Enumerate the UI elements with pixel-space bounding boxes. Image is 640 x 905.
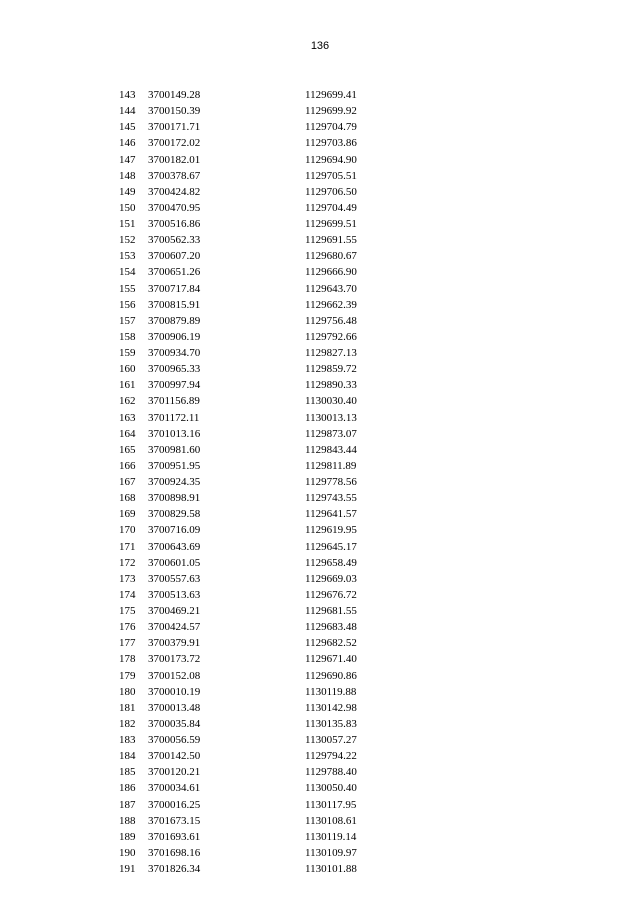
point-number: 187 — [119, 798, 136, 811]
point-number: 170 — [119, 524, 136, 537]
point-number: 183 — [119, 734, 136, 746]
point-number: 178 — [119, 653, 136, 666]
point-number: 144 — [119, 105, 136, 118]
y-coordinate: 1129682.52 — [305, 637, 357, 650]
y-coordinate: 1130135.83 — [305, 717, 357, 730]
table-row — [0, 829, 640, 845]
y-coordinate: 1129680.67 — [305, 250, 357, 263]
y-coordinate: 1130117.95 — [305, 798, 357, 811]
point-number: 184 — [119, 750, 136, 763]
y-coordinate: 1129619.95 — [305, 524, 357, 537]
y-coordinate: 1129827.13 — [305, 347, 357, 359]
table-row — [0, 506, 640, 522]
x-coordinate: 3700829.58 — [148, 508, 201, 521]
point-number: 185 — [119, 766, 136, 779]
table-row — [0, 668, 640, 684]
x-coordinate: 3700951.95 — [148, 459, 201, 472]
y-coordinate: 1130057.27 — [305, 734, 357, 746]
table-row — [0, 345, 640, 361]
table-row — [0, 410, 640, 426]
point-number: 189 — [119, 830, 136, 843]
y-coordinate: 1129699.51 — [305, 218, 357, 230]
point-number: 159 — [119, 347, 136, 359]
x-coordinate: 3700149.28 — [148, 89, 201, 101]
table-row — [0, 522, 640, 538]
table-row — [0, 119, 640, 135]
x-coordinate: 3700879.89 — [148, 314, 201, 327]
table-row — [0, 442, 640, 458]
x-coordinate: 3701698.16 — [148, 846, 201, 859]
point-number: 179 — [119, 669, 136, 682]
point-number: 160 — [119, 363, 136, 376]
x-coordinate: 3700557.63 — [148, 572, 201, 585]
x-coordinate: 3700924.35 — [148, 476, 201, 488]
x-coordinate: 3700379.91 — [148, 637, 201, 650]
y-coordinate: 1129705.51 — [305, 169, 357, 182]
point-number: 164 — [119, 427, 136, 440]
table-row — [0, 619, 640, 635]
point-number: 180 — [119, 685, 136, 698]
x-coordinate: 3700981.60 — [148, 443, 201, 456]
x-coordinate: 3700152.08 — [148, 669, 201, 682]
point-number: 154 — [119, 266, 136, 279]
x-coordinate: 3700651.26 — [148, 266, 201, 279]
point-number: 148 — [119, 169, 136, 182]
x-coordinate: 3700716.09 — [148, 524, 201, 537]
y-coordinate: 1129743.55 — [305, 492, 357, 505]
y-coordinate: 1129706.50 — [305, 185, 357, 198]
y-coordinate: 1130050.40 — [305, 782, 357, 795]
point-number: 158 — [119, 330, 136, 343]
x-coordinate: 3701172.11 — [148, 411, 200, 424]
table-row — [0, 748, 640, 764]
table-row — [0, 474, 640, 490]
table-row — [0, 103, 640, 119]
y-coordinate: 1130101.88 — [305, 863, 357, 875]
point-number: 156 — [119, 298, 136, 311]
x-coordinate: 3700142.50 — [148, 750, 201, 763]
x-coordinate: 3700120.21 — [148, 766, 201, 779]
x-coordinate: 3700815.91 — [148, 298, 201, 311]
x-coordinate: 3700516.86 — [148, 218, 201, 230]
y-coordinate: 1130108.61 — [305, 814, 357, 827]
point-number: 162 — [119, 395, 136, 408]
y-coordinate: 1129788.40 — [305, 766, 357, 779]
point-number: 177 — [119, 637, 136, 650]
y-coordinate: 1129843.44 — [305, 443, 357, 456]
y-coordinate: 1129704.79 — [305, 121, 357, 134]
table-row — [0, 490, 640, 506]
point-number: 174 — [119, 588, 136, 601]
x-coordinate: 3701693.61 — [148, 830, 201, 843]
x-coordinate: 3700470.95 — [148, 201, 201, 214]
x-coordinate: 3700934.70 — [148, 347, 201, 359]
y-coordinate: 1129792.66 — [305, 330, 357, 343]
point-number: 175 — [119, 605, 136, 617]
x-coordinate: 3700424.82 — [148, 185, 201, 198]
table-row — [0, 168, 640, 184]
table-row — [0, 458, 640, 474]
table-row — [0, 87, 640, 103]
x-coordinate: 3700997.94 — [148, 379, 201, 392]
y-coordinate: 1129681.55 — [305, 605, 357, 617]
point-number: 171 — [119, 540, 136, 553]
table-row — [0, 764, 640, 780]
y-coordinate: 1129756.48 — [305, 314, 357, 327]
table-row — [0, 393, 640, 409]
point-number: 143 — [119, 89, 136, 101]
point-number: 166 — [119, 459, 136, 472]
table-row — [0, 716, 640, 732]
table-row — [0, 603, 640, 619]
y-coordinate: 1129671.40 — [305, 653, 357, 666]
x-coordinate: 3700016.25 — [148, 798, 201, 811]
point-number: 191 — [119, 863, 136, 875]
point-number: 146 — [119, 137, 136, 150]
x-coordinate: 3700150.39 — [148, 105, 201, 118]
point-number: 152 — [119, 234, 136, 247]
x-coordinate: 3701013.16 — [148, 427, 201, 440]
y-coordinate: 1129676.72 — [305, 588, 357, 601]
page-number: 136 — [310, 40, 330, 52]
x-coordinate: 3700424.57 — [148, 621, 201, 634]
x-coordinate: 3700601.05 — [148, 556, 201, 569]
table-row — [0, 264, 640, 280]
point-number: 181 — [119, 701, 136, 714]
x-coordinate: 3700182.01 — [148, 153, 201, 166]
x-coordinate: 3700643.69 — [148, 540, 201, 553]
y-coordinate: 1129859.72 — [305, 363, 357, 376]
y-coordinate: 1129794.22 — [305, 750, 357, 763]
point-number: 153 — [119, 250, 136, 263]
table-row — [0, 684, 640, 700]
point-number: 151 — [119, 218, 136, 230]
y-coordinate: 1129699.41 — [305, 89, 357, 101]
point-number: 186 — [119, 782, 136, 795]
point-number: 149 — [119, 185, 136, 198]
y-coordinate: 1129666.90 — [305, 266, 357, 279]
y-coordinate: 1129704.49 — [305, 201, 357, 214]
x-coordinate: 3700010.19 — [148, 685, 201, 698]
table-row — [0, 377, 640, 393]
table-row — [0, 555, 640, 571]
y-coordinate: 1130109.97 — [305, 846, 357, 859]
point-number: 147 — [119, 153, 136, 166]
x-coordinate: 3700562.33 — [148, 234, 201, 247]
point-number: 182 — [119, 717, 136, 730]
point-number: 169 — [119, 508, 136, 521]
table-row — [0, 797, 640, 813]
point-number: 150 — [119, 201, 136, 214]
x-coordinate: 3700013.48 — [148, 701, 201, 714]
y-coordinate: 1129778.56 — [305, 476, 357, 488]
y-coordinate: 1129873.07 — [305, 427, 357, 440]
table-row — [0, 845, 640, 861]
x-coordinate: 3700378.67 — [148, 169, 201, 182]
x-coordinate: 3700034.61 — [148, 782, 201, 795]
x-coordinate: 3700171.71 — [148, 121, 201, 134]
table-row — [0, 152, 640, 168]
point-number: 172 — [119, 556, 136, 569]
y-coordinate: 1129643.70 — [305, 282, 357, 295]
table-row — [0, 635, 640, 651]
table-row — [0, 780, 640, 796]
y-coordinate: 1129690.86 — [305, 669, 357, 682]
x-coordinate: 3701156.89 — [148, 395, 200, 408]
y-coordinate: 1130013.13 — [305, 411, 357, 424]
table-row — [0, 539, 640, 555]
point-number: 165 — [119, 443, 136, 456]
table-row — [0, 135, 640, 151]
y-coordinate: 1129645.17 — [305, 540, 357, 553]
x-coordinate: 3700056.59 — [148, 734, 201, 746]
y-coordinate: 1129669.03 — [305, 572, 357, 585]
table-row — [0, 232, 640, 248]
x-coordinate: 3700513.63 — [148, 588, 201, 601]
table-row — [0, 200, 640, 216]
table-row — [0, 248, 640, 264]
y-coordinate: 1129658.49 — [305, 556, 357, 569]
table-row — [0, 861, 640, 877]
y-coordinate: 1129694.90 — [305, 153, 357, 166]
y-coordinate: 1129699.92 — [305, 105, 357, 118]
point-number: 168 — [119, 492, 136, 505]
table-row — [0, 813, 640, 829]
point-number: 163 — [119, 411, 136, 424]
point-number: 167 — [119, 476, 136, 488]
table-row — [0, 732, 640, 748]
table-row — [0, 216, 640, 232]
y-coordinate: 1129811.89 — [305, 459, 357, 472]
y-coordinate: 1129683.48 — [305, 621, 357, 634]
point-number: 176 — [119, 621, 136, 634]
y-coordinate: 1129691.55 — [305, 234, 357, 247]
point-number: 145 — [119, 121, 136, 134]
y-coordinate: 1129890.33 — [305, 379, 357, 392]
table-row — [0, 651, 640, 667]
table-row — [0, 587, 640, 603]
x-coordinate: 3700898.91 — [148, 492, 201, 505]
table-row — [0, 361, 640, 377]
x-coordinate: 3700717.84 — [148, 282, 201, 295]
y-coordinate: 1129703.86 — [305, 137, 357, 150]
x-coordinate: 3700906.19 — [148, 330, 201, 343]
coordinate-table — [0, 87, 640, 877]
x-coordinate: 3701673.15 — [148, 814, 201, 827]
table-row — [0, 313, 640, 329]
point-number: 173 — [119, 572, 136, 585]
x-coordinate: 3700965.33 — [148, 363, 201, 376]
y-coordinate: 1129641.57 — [305, 508, 357, 521]
x-coordinate: 3700172.02 — [148, 137, 201, 150]
point-number: 190 — [119, 846, 136, 859]
table-row — [0, 297, 640, 313]
x-coordinate: 3700469.21 — [148, 605, 201, 617]
point-number: 161 — [119, 379, 136, 392]
y-coordinate: 1130119.14 — [305, 830, 357, 843]
x-coordinate: 3700607.20 — [148, 250, 201, 263]
point-number: 155 — [119, 282, 136, 295]
point-number: 157 — [119, 314, 136, 327]
table-row — [0, 426, 640, 442]
table-row — [0, 329, 640, 345]
table-row — [0, 700, 640, 716]
x-coordinate: 3700035.84 — [148, 717, 201, 730]
y-coordinate: 1130142.98 — [305, 701, 357, 714]
table-row — [0, 571, 640, 587]
point-number: 188 — [119, 814, 136, 827]
table-row — [0, 184, 640, 200]
x-coordinate: 3701826.34 — [148, 863, 201, 875]
y-coordinate: 1129662.39 — [305, 298, 357, 311]
y-coordinate: 1130030.40 — [305, 395, 357, 408]
table-row — [0, 281, 640, 297]
x-coordinate: 3700173.72 — [148, 653, 201, 666]
y-coordinate: 1130119.88 — [305, 685, 357, 698]
